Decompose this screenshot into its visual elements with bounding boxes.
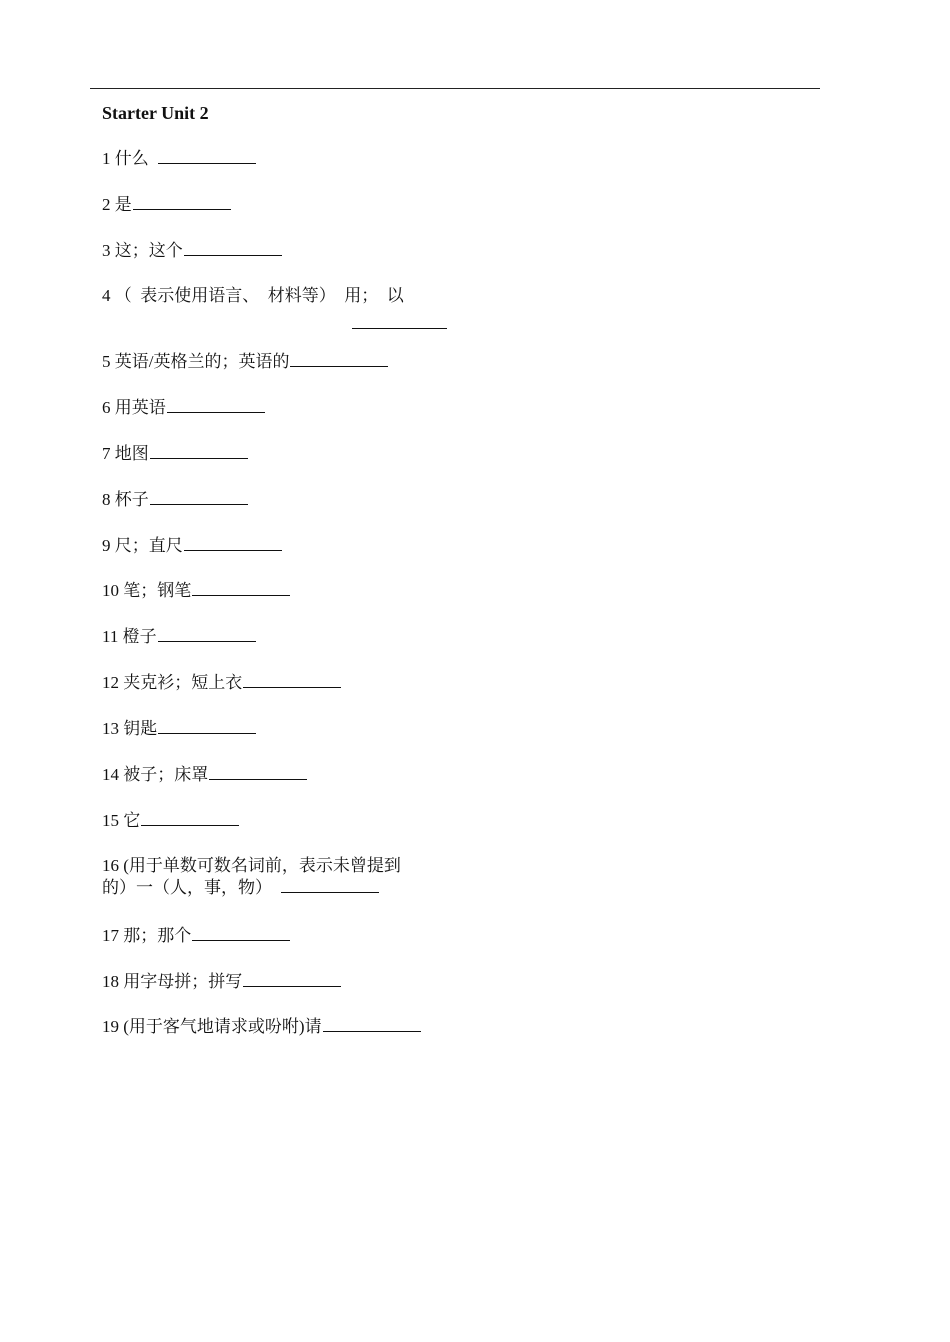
item-text: 尺；直尺	[114, 536, 183, 555]
header-rule	[90, 88, 820, 89]
item-text: 地图	[114, 444, 149, 463]
item-text: 这；这个	[114, 241, 183, 260]
list-item	[102, 810, 239, 832]
item-text: 用字母拼；拼写	[123, 972, 243, 991]
item-number: 17	[102, 926, 119, 945]
item-text: 英语/英格兰的；英语的	[114, 352, 290, 371]
answer-blank[interactable]	[192, 940, 290, 941]
item-number: 10	[102, 581, 119, 600]
list-item	[102, 194, 231, 216]
item-number: 18	[102, 972, 119, 991]
answer-blank[interactable]	[243, 687, 341, 688]
answer-blank[interactable]	[133, 209, 231, 210]
list-item	[102, 971, 341, 993]
answer-blank[interactable]	[158, 641, 256, 642]
item-text-continued: 的）一（人，事，物）	[102, 878, 272, 897]
list-item	[102, 351, 388, 373]
item-text: 杯子	[114, 490, 149, 509]
list-item	[102, 580, 290, 602]
list-item	[102, 535, 282, 557]
list-item	[102, 148, 256, 170]
answer-blank[interactable]	[150, 504, 248, 505]
answer-blank[interactable]	[352, 328, 447, 329]
item-text: 用英语	[114, 398, 166, 417]
item-text: 橙子	[122, 627, 157, 646]
page-title: Starter Unit 2	[102, 103, 209, 123]
item-number: 15	[102, 811, 119, 830]
item-number: 14	[102, 765, 119, 784]
list-item	[102, 397, 265, 419]
item-number: 11	[102, 627, 119, 646]
item-number: 4	[102, 286, 111, 305]
list-item	[102, 855, 401, 899]
list-item	[102, 718, 256, 740]
answer-blank[interactable]	[158, 733, 256, 734]
item-number: 6	[102, 398, 111, 417]
item-text: 那；那个	[123, 926, 192, 945]
item-text: 什么	[114, 149, 149, 168]
item-number: 5	[102, 352, 111, 371]
answer-blank[interactable]	[150, 458, 248, 459]
item-number: 12	[102, 673, 119, 692]
item-text: (用于客气地请求或吩咐)请	[123, 1017, 322, 1036]
list-item	[102, 240, 282, 262]
item-text: (用于单数可数名词前，表示未曾提到	[123, 856, 401, 875]
item-text: 被子；床罩	[123, 765, 209, 784]
item-number: 13	[102, 719, 119, 738]
list-item	[102, 764, 307, 786]
item-text: （ 表示使用语言、 材料等） 用； 以	[114, 286, 404, 305]
list-item	[102, 672, 341, 694]
answer-blank[interactable]	[167, 412, 265, 413]
answer-blank[interactable]	[184, 550, 282, 551]
list-item	[102, 626, 256, 648]
item-number: 16	[102, 856, 119, 875]
answer-blank[interactable]	[290, 366, 388, 367]
answer-blank[interactable]	[209, 779, 307, 780]
item-number: 1	[102, 149, 111, 168]
item-text: 钥匙	[123, 719, 158, 738]
item-number: 3	[102, 241, 111, 260]
answer-blank[interactable]	[243, 986, 341, 987]
list-item	[102, 285, 404, 307]
list-item	[102, 1016, 421, 1038]
item-text: 笔；钢笔	[123, 581, 192, 600]
answer-blank[interactable]	[323, 1031, 421, 1032]
answer-blank[interactable]	[192, 595, 290, 596]
answer-blank[interactable]	[184, 255, 282, 256]
item-number: 2	[102, 195, 111, 214]
item-number: 8	[102, 490, 111, 509]
answer-blank[interactable]	[141, 825, 239, 826]
item-number: 7	[102, 444, 111, 463]
item-text: 夹克衫；短上衣	[123, 673, 243, 692]
item-text: 它	[123, 811, 141, 830]
answer-blank[interactable]	[281, 892, 379, 893]
answer-blank[interactable]	[158, 163, 256, 164]
list-item	[102, 443, 248, 465]
list-item	[102, 489, 248, 511]
item-text: 是	[114, 195, 132, 214]
item-number: 19	[102, 1017, 119, 1036]
item-number: 9	[102, 536, 111, 555]
list-item	[102, 925, 290, 947]
